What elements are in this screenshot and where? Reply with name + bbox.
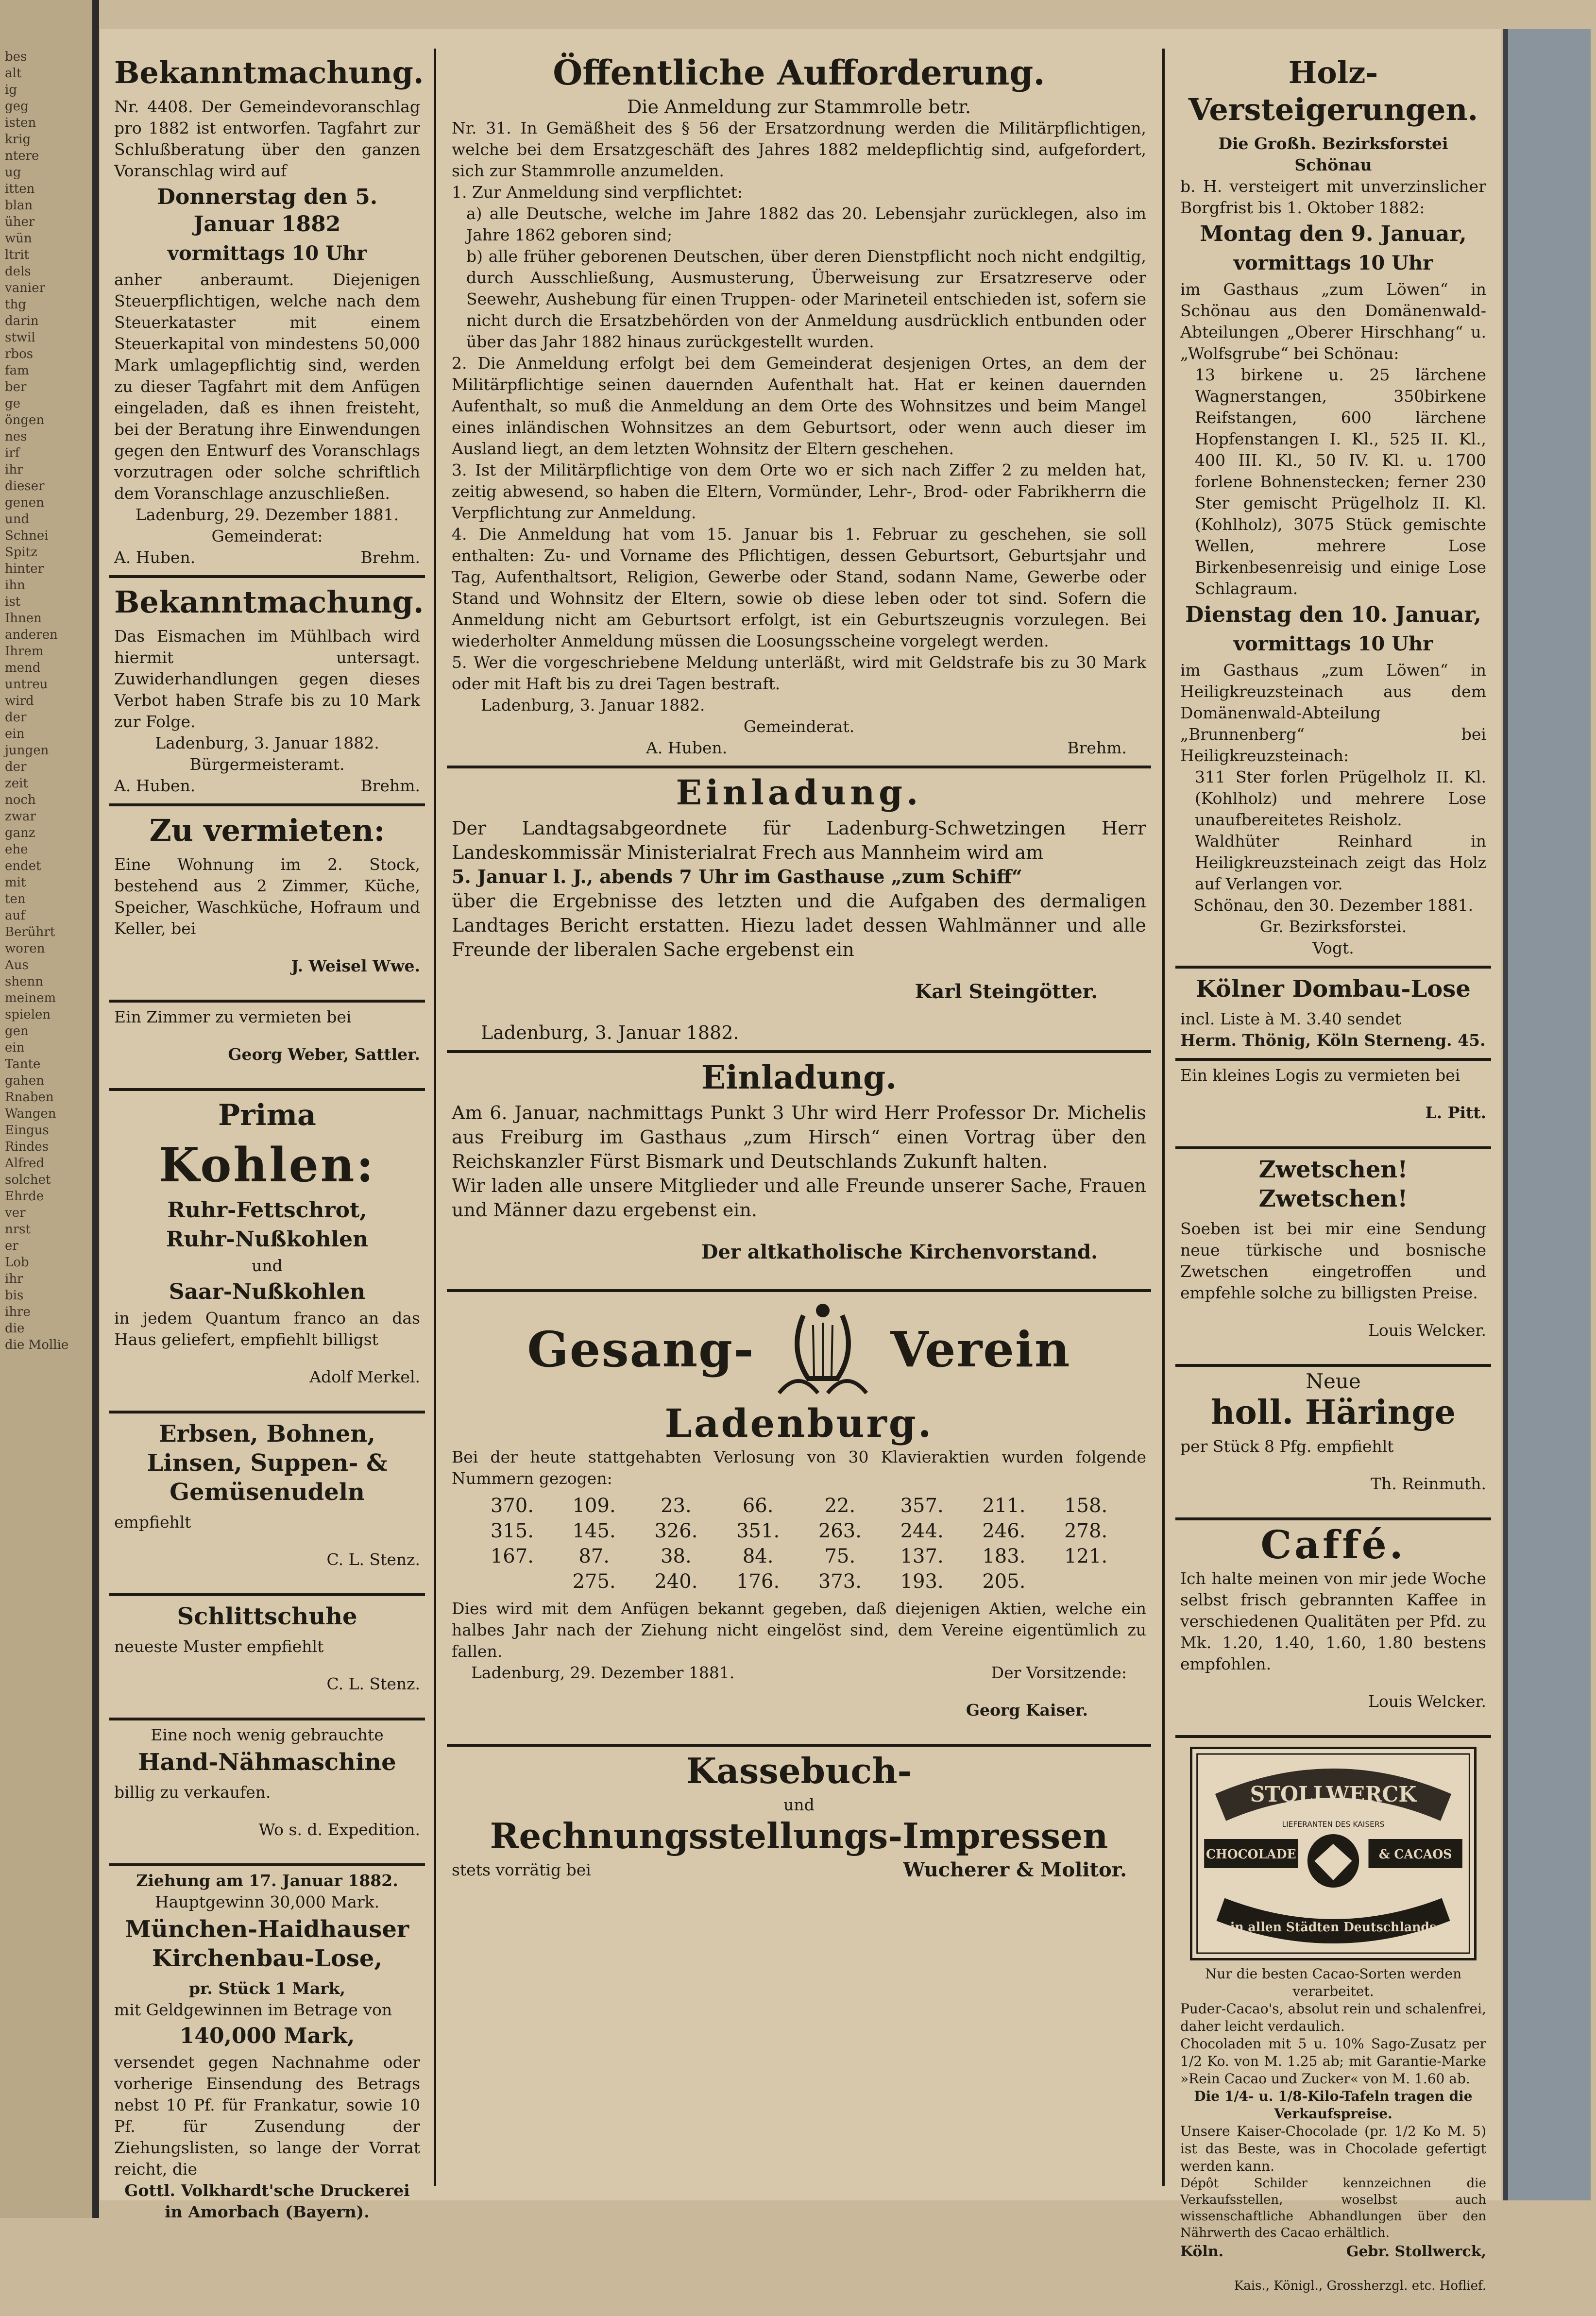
binding-fragment: meinem	[5, 991, 56, 1005]
lottery-number: 193.	[900, 1570, 944, 1593]
signature-right: Brehm.	[360, 548, 420, 567]
ad-text: empfiehlt	[114, 1513, 191, 1532]
notice-org: Bürgermeisteramt.	[189, 755, 345, 774]
notice-title: Bekanntmachung.	[114, 584, 424, 620]
binding-fragment: ehe	[5, 842, 28, 857]
ad-text: mit Geldgewinnen im Betrage von	[114, 2000, 392, 2019]
binding-fragment: zwar	[5, 809, 36, 824]
binding-fragment: öngen	[5, 413, 45, 427]
ad-signature: C. L. Stenz.	[326, 1674, 420, 1693]
book-binding	[0, 0, 99, 2218]
binding-fragment: die	[5, 1321, 25, 1336]
binding-fragment: woren	[5, 941, 45, 956]
ad-title: Zwetschen! Zwetschen!	[1258, 1156, 1408, 1212]
ad-text: Ein Zimmer zu vermieten bei	[114, 1007, 352, 1026]
binding-fragment: endet	[5, 859, 41, 873]
ad-pretext: Eine noch wenig gebrauchte	[151, 1725, 384, 1744]
notice-title: Bekanntmachung.	[114, 55, 424, 90]
ad-title: Erbsen, Bohnen, Linsen, Suppen- & Gemüsenudeln	[147, 1420, 388, 1506]
ad-pulses	[109, 1413, 425, 1596]
ad-text-6: Dépôt Schilder kennzeichnen die Verkaufsstellen, woselbst auch wissenschaftliche Abhandlungen über den Nährwerth des Cacao erhältlich.	[1180, 2176, 1486, 2240]
binding-fragment: ein	[5, 1040, 25, 1055]
lottery-number: 145.	[572, 1520, 616, 1542]
ad-cathedral-lottery	[1175, 969, 1491, 1061]
binding-fragment: darin	[5, 314, 39, 328]
ad-price: pr. Stück 1 Mark,	[188, 1979, 346, 1998]
binding-fragment: Tante	[5, 1057, 41, 1072]
notice-time-1: vormittags 10 Uhr	[1233, 252, 1433, 274]
notice-signatures	[114, 775, 420, 797]
binding-fragment: bis	[5, 1288, 24, 1303]
ad-signature: Herm. Thönig, Köln Sterneng. 45.	[1180, 1031, 1486, 1050]
binding-fragment: dieser	[5, 479, 45, 494]
binding-fragment: irf	[5, 446, 20, 460]
lottery-number: 278.	[1064, 1520, 1108, 1542]
notice-time: vormittags 10 Uhr	[167, 242, 367, 265]
notice-conscription	[447, 49, 1151, 768]
ad-title-2: Rechnungsstellungs-Impressen	[490, 1815, 1108, 1856]
ad-product-2: Ruhr-Nußkohlen	[166, 1227, 369, 1252]
binding-fragment: solchet	[5, 1173, 51, 1187]
lottery-number: 38.	[661, 1545, 692, 1567]
invitation-title: Einladung.	[701, 1058, 897, 1096]
lottery-number: 23.	[661, 1495, 692, 1517]
ad-title: Zu vermieten:	[149, 813, 385, 848]
binding-fragment: ihre	[5, 1305, 31, 1319]
signature-left: A. Huben.	[114, 548, 196, 567]
book-cover-board	[1503, 29, 1591, 2200]
signature-left: A. Huben.	[646, 738, 728, 757]
ad-title-coal: Kohlen:	[159, 1138, 375, 1192]
ad-product-1: Ruhr-Fettschrot,	[167, 1198, 367, 1223]
invitation-text: Der Landtagsabgeordnete für Ladenburg-Schwetzingen Herr Landeskommissär Ministerialrat Frech aus Mannheim wird am	[452, 817, 1146, 863]
binding-fragment: mit	[5, 875, 26, 890]
binding-fragment: ein	[5, 727, 25, 741]
binding-fragment: rbos	[5, 347, 34, 361]
ad-title: München-Haidhauser Kirchenbau-Lose,	[125, 1916, 409, 1972]
binding-fragment: Aus	[5, 958, 29, 972]
signature-right: Brehm.	[360, 776, 420, 795]
binding-fragment: die Mollie	[5, 1338, 69, 1352]
lottery-number: 240.	[654, 1570, 698, 1593]
notice-subtitle: Die Anmeldung zur Stammrolle betr.	[627, 96, 971, 118]
notice-point-4: 4. Die Anmeldung hat vom 15. Januar bis 1. Februar zu geschehen, sie soll enthalten: Zu- und Vorname des Pflichtigen, dessen Geburtsort, Geburtsjahr und Tag, Aufenthaltsort, Religion, Gewerbe oder Stand, sodann Name, Gewerbe oder Stand und Wohnsitz der Eltern, sowie ob diese leben oder tot sind. Sofern die Anmeldung nicht am Geburtsort erfolgt, ist ein Geburtszeugnis vorzulegen. Bei wiederholter Anmeldung müssen die Loosungsscheine vorgelegt werden.	[452, 525, 1146, 650]
invitation-place: Ladenburg, 3. Januar 1882.	[481, 1022, 739, 1043]
binding-fragment: noch	[5, 793, 36, 807]
notice-text-6: Waldhüter Reinhard in Heiligkreuzsteinach zeigt das Holz auf Verlangen vor.	[1195, 832, 1486, 893]
invitation-landtag	[447, 768, 1151, 1053]
invitation-text: Am 6. Januar, nachmittags Punkt 3 Uhr wird Herr Professor Dr. Michelis aus Freiburg im Gasthaus „zum Hirsch“ einen Vortrag über den Reichskanzler Fürst Bismark und Deutschlands Zukunft halten.	[452, 1102, 1146, 1172]
ad-text: stets vorrätig bei	[452, 1860, 591, 1879]
ad-text: neueste Muster empfiehlt	[114, 1637, 324, 1656]
notice-text: b. H. versteigert mit unverzinslicher Borgfrist bis 1. Oktober 1882:	[1180, 177, 1486, 217]
binding-fragment: geg	[5, 99, 29, 114]
ad-stollwerck	[1175, 1738, 1491, 2316]
invitation-signature: Der altkatholische Kirchenvorstand.	[701, 1241, 1098, 1263]
binding-fragment: alt	[5, 66, 22, 81]
ad-lodging	[1175, 1061, 1491, 1149]
notice-place: Ladenburg, 29. Dezember 1881.	[135, 505, 399, 524]
ad-title: Hand-Nähmaschine	[138, 1749, 396, 1776]
ad-text-2: versendet gegen Nachnahme oder vorherige Einsendung des Betrags nebst 10 Pf. für Frankatur, sowie 10 Pf. für Zusendung der Ziehungslisten, so lange der Vorrat reicht, die	[114, 2053, 420, 2179]
notice-text: Nr. 4408. Der Gemeindevoranschlag pro 1882 ist entworfen. Tagfahrt zur Schlußberatung über den ganzen Voranschlag wird auf	[114, 97, 420, 180]
ad-text-1: Nur die besten Cacao-Sorten werden verarbeitet.	[1205, 1966, 1462, 1999]
binding-fragment: jungen	[5, 743, 49, 758]
adjacent-page-fragments	[5, 49, 83, 2186]
binding-fragment: der	[5, 760, 27, 774]
binding-fragment: krig	[5, 132, 31, 147]
notice-signatures	[114, 547, 420, 568]
logo-left: CHOCOLADE	[1206, 1847, 1296, 1862]
notice-text-2: im Gasthaus „zum Löwen“ in Schönau aus den Domänenwald-Abteilungen „Oberer Hirschhang“ u. „Wolfsgrube“ bei Schönau:	[1180, 280, 1486, 363]
binding-fragment: ltrit	[5, 248, 29, 262]
stollwerck-logo-graphic	[1192, 1749, 1474, 1958]
ad-title-prima: Prima	[218, 1098, 316, 1132]
ad-draw-date: Ziehung am 17. Januar 1882.	[136, 1871, 398, 1890]
invitation-text-2: über die Ergebnisse des letzten und die Aufgaben des dermaligen Landtages Bericht erstatten. Hiezu ladet dessen Wahlmänner und alle Freunde der liberalen Sache ergebenst ein	[452, 890, 1146, 960]
notice-subtitle: Die Großh. Bezirksforstei Schönau	[1218, 134, 1448, 174]
newspaper-page	[100, 29, 1501, 2293]
ad-signature: J. Weisel Wwe.	[291, 956, 420, 975]
ad-text: billig zu verkaufen.	[114, 1783, 271, 1802]
invitation-title: Einladung.	[676, 772, 922, 813]
club-text-2: Dies wird mit dem Anfügen bekannt gegeben, daß diejenigen Aktien, welche ein halbes Jahr nach der Ziehung nicht eingelöst sind, dem Vereine eigentümlich zu fallen.	[452, 1599, 1146, 1661]
ad-title: holl. Häringe	[1210, 1393, 1456, 1432]
notice-text-3: 13 birkene u. 25 lärchene Wagnerstangen, 350birkene Reifstangen, 600 lärchene Hopfenstangen I. Kl., 525 II. Kl., 400 III. Kl., 50 IV. Kl. u. 1700 forlene Bohnenstecken; ferner 230 Ster gemischt Prügelholz II. Kl. (Kohlholz), 3075 Stück gemischte Wellen, mehrere Lose Birkenbesenreisig und einige Lose Schlagraum.	[1195, 365, 1486, 598]
notice-point-5: 5. Wer die vorgeschriebene Meldung unterläßt, wird mit Geldstrafe bis zu 30 Mark oder mit Haft bis zu drei Tagen bestraft.	[452, 653, 1146, 693]
lottery-number: 66.	[742, 1495, 774, 1517]
club-text: Bei der heute stattgehabten Verlosung von 30 Klavieraktien wurden folgende Nummern gezogen:	[452, 1448, 1146, 1488]
binding-fragment: itten	[5, 182, 35, 196]
ad-signature: Gebr. Stollwerck,	[1346, 2243, 1486, 2260]
ad-text-3: Chocoladen mit 5 u. 10% Sago-Zusatz per 1/2 Ko. von M. 1.25 ab; mit Garantie-Marke »Rein Cacao und Zucker« von M. 1.60 ab.	[1180, 2036, 1486, 2087]
ad-signature-row	[1180, 2241, 1486, 2263]
ad-text-5: Unsere Kaiser-Chocolade (pr. 1/2 Ko M. 5) ist das Beste, was in Chocolade gefertigt werden kann.	[1180, 2123, 1486, 2174]
logo-name: STOLLWERCK	[1250, 1782, 1417, 1807]
binding-fragment: er	[5, 1239, 18, 1253]
club-title-right: Verein	[890, 1321, 1071, 1378]
binding-fragment: isten	[5, 116, 36, 130]
ad-amount: 140,000 Mark,	[179, 2024, 355, 2048]
ad-signature: Adolf Merkel.	[309, 1367, 420, 1386]
binding-fragment: blan	[5, 198, 33, 213]
binding-fragment: ihr	[5, 462, 23, 477]
lottery-number: 137.	[900, 1545, 944, 1567]
lottery-number: 211.	[982, 1495, 1026, 1517]
lottery-number: 326.	[654, 1520, 698, 1542]
binding-fragment: nes	[5, 429, 27, 444]
lottery-number: 109.	[572, 1495, 616, 1517]
binding-fragment: gahen	[5, 1073, 45, 1088]
ad-sewing-machine	[109, 1720, 425, 1866]
invitation-signature: Karl Steingötter.	[915, 980, 1098, 1003]
ad-skates	[109, 1596, 425, 1720]
ad-signature: Gottl. Volkhardt'sche Druckerei	[124, 2181, 410, 2200]
lottery-number: 84.	[742, 1545, 774, 1567]
lottery-number: 121.	[1064, 1545, 1108, 1567]
notice-point-1b: b) alle früher geborenen Deutschen, über deren Dienstpflicht noch nicht endgiltig, durch Ausschließung, Ausmusterung, Überweisung zur Ersatzreserve oder Seewehr, Aushebung für einen Truppen- oder Marineteil entschieden ist, sofern sie nicht durch die Ersatzbehörden von der Anmeldung ausdrücklich entbunden oder über das Jahr 1882 hinaus zurückgestellt wurden.	[466, 247, 1146, 351]
ad-signature: Georg Weber, Sattler.	[228, 1045, 420, 1064]
lottery-numbers	[471, 1493, 1127, 1594]
binding-fragment: Berührt	[5, 925, 55, 939]
binding-fragment: üher	[5, 215, 35, 229]
binding-fragment: zeit	[5, 776, 28, 791]
lottery-number: 263.	[818, 1520, 862, 1542]
binding-fragment: dels	[5, 264, 31, 279]
club-town: Ladenburg.	[664, 1400, 934, 1446]
ad-text: Eine Wohnung im 2. Stock, bestehend aus 2 Zimmer, Küche, Speicher, Waschküche, Hofraum und Keller, bei	[114, 855, 420, 938]
ad-plums	[1175, 1149, 1491, 1367]
binding-fragment: Lob	[5, 1255, 29, 1270]
notice-title: Holz-Versteigerungen.	[1188, 55, 1478, 127]
club-header	[452, 1296, 1146, 1403]
ad-pretext: Neue	[1306, 1369, 1361, 1393]
notice-date-1: Montag den 9. Januar,	[1200, 221, 1467, 246]
invitation-highlight: 5. Januar l. J., abends 7 Uhr im Gasthause „zum Schiff“	[452, 866, 1022, 887]
notice-org: Gemeinderat.	[743, 717, 855, 736]
lottery-number: 75.	[824, 1545, 856, 1567]
notice-text-4: im Gasthaus „zum Löwen“ in Heiligkreuzsteinach aus dem Domänenwald-Abteilung „Brunnenberg“ bei Heiligkreuzsteinach:	[1180, 661, 1486, 765]
binding-fragment: anderen	[5, 628, 58, 642]
ad-title: Schlittschuhe	[177, 1603, 357, 1630]
club-title-left: Gesang-	[527, 1321, 755, 1378]
ad-signature: Th. Reinmuth.	[1371, 1474, 1486, 1493]
column-right	[1175, 49, 1491, 2293]
club-role: Der Vorsitzende:	[991, 1663, 1127, 1682]
lottery-number	[1045, 1569, 1127, 1594]
ad-title: Kölner Dombau-Lose	[1196, 975, 1471, 1003]
invitation-lecture	[447, 1053, 1151, 1292]
ad-printing	[447, 1747, 1151, 1888]
binding-fragment: Eingus	[5, 1123, 49, 1138]
ad-conjunction: und	[783, 1795, 815, 1814]
notice-signatures	[452, 737, 1146, 759]
notice-point-3: 3. Ist der Militärpflichtige von dem Orte wo er sich nach Ziffer 2 zu melden hat, zeitig abwesend, so haben die Eltern, Vormünder, Lehr-, Brod- oder Fabrikherrn die Verpflichtung zur Anmeldung.	[452, 460, 1146, 522]
lottery-number: 246.	[982, 1520, 1026, 1542]
ad-text: per Stück 8 Pfg. empfiehlt	[1180, 1437, 1394, 1456]
ad-main-prize: Hauptgewinn 30,000 Mark.	[154, 1892, 380, 1911]
binding-fragment: gen	[5, 1024, 29, 1039]
ad-text: Soeben ist bei mir eine Sendung neue türkische und bosnische Zwetschen eingetroffen und empfehle solche zu billigsten Preise.	[1180, 1219, 1486, 1302]
invitation-text-2: Wir laden alle unsere Mitglieder und alle Freunde unserer Sache, Frauen und Männer dazu ergebenst ein.	[452, 1175, 1146, 1221]
ad-text-4: Die 1/4- u. 1/8-Kilo-Tafeln tragen die Verkaufspreise.	[1194, 2088, 1473, 2122]
ad-singing-club	[447, 1292, 1151, 1747]
lottery-number: 22.	[824, 1495, 856, 1517]
notice-org: Gr. Bezirksforstei.	[1259, 917, 1407, 936]
ad-signature: Wucherer & Molitor.	[903, 1858, 1127, 1881]
ad-text: incl. Liste à M. 3.40 sendet	[1180, 1009, 1402, 1028]
binding-fragment: stwil	[5, 330, 35, 345]
ad-text-2: Puder-Cacao's, absolut rein und schalenfrei, daher leicht verdaulich.	[1180, 2001, 1486, 2034]
binding-fragment: ganz	[5, 826, 35, 840]
ad-lottery	[109, 1866, 425, 2230]
notice-ice	[109, 578, 425, 806]
column-rule-1	[434, 49, 436, 2186]
stollwerck-logo	[1190, 1747, 1477, 1960]
notice-point-1a: a) alle Deutsche, welche im Jahre 1882 das 20. Lebensjahr zurücklegen, also im Jahre 1862 geboren sind;	[466, 204, 1146, 244]
binding-fragment: hinter	[5, 562, 44, 576]
ad-title: Caffé.	[1260, 1522, 1406, 1567]
ad-signature: C. L. Stenz.	[326, 1550, 420, 1569]
ad-apartment	[109, 806, 425, 1003]
logo-top: LIEFERANTEN DES KAISERS	[1282, 1819, 1385, 1829]
binding-fragment: Ehrde	[5, 1189, 44, 1204]
notice-date: Donnerstag den 5. Januar 1882	[156, 185, 378, 237]
binding-fragment: und	[5, 512, 30, 527]
column-middle	[447, 49, 1151, 2186]
signature-left: A. Huben.	[114, 776, 196, 795]
notice-place: Schönau, den 30. Dezember 1881.	[1193, 896, 1474, 915]
ad-text: in jedem Quantum franco an das Haus geliefert, empfiehlt billigst	[114, 1309, 420, 1349]
lottery-number: 357.	[900, 1495, 944, 1517]
ad-signature-row	[452, 1859, 1146, 1881]
ad-signature: Louis Welcker.	[1368, 1692, 1486, 1711]
notice-text-2: anher anberaumt. Diejenigen Steuerpflichtigen, welche nach dem Steuerkataster mit einem Steuerkapital von mindestens 50,000 Mark umlagepflichtig sind, werden zu dieser Tagfahrt mit dem Anfügen eingeladen, daß es ihnen freisteht, bei der Beratung ihre Einwendungen gegen den Entwurf des Voranschlags vorzutragen oder solche schriftlich dem Voranschlage anzuschließen.	[114, 270, 420, 503]
binding-fragment: ten	[5, 892, 26, 906]
binding-fragment: wün	[5, 231, 32, 246]
lottery-number: 351.	[736, 1520, 780, 1542]
lyre-icon	[769, 1296, 876, 1403]
notice-time-2: vormittags 10 Uhr	[1233, 632, 1433, 655]
notice-date-2: Dienstag den 10. Januar,	[1185, 602, 1481, 627]
binding-fragment: Spitz	[5, 545, 37, 560]
notice-point-2: 2. Die Anmeldung erfolgt bei dem Gemeinderat desjenigen Ortes, an dem der Militärpflichtige seinen dauernden Aufenthalt hat. Hat er keinen dauernden Aufenthalt, so muß die Anmeldung an dem Orte des Wohnsitzes und beim Mangel eines inländischen Wohnsitzes an dem Geburtsort, oder wenn auch dieser im Ausland liegt, an dem letzten Wohnsitz der Eltern geschehen.	[452, 354, 1146, 458]
ad-title: Kassebuch-	[686, 1750, 912, 1791]
notice-place: Ladenburg, 3. Januar 1882.	[481, 696, 705, 715]
binding-fragment: fam	[5, 363, 29, 378]
lottery-number	[471, 1569, 553, 1594]
ad-signature: Louis Welcker.	[1368, 1321, 1486, 1340]
logo-right: & CACAOS	[1378, 1847, 1452, 1862]
lottery-number: 244.	[900, 1520, 944, 1542]
binding-fragment: Ihrem	[5, 644, 44, 659]
lottery-number: 176.	[736, 1570, 780, 1593]
binding-fragment: ihn	[5, 578, 25, 593]
binding-fragment: thg	[5, 297, 26, 312]
notice-point-1: 1. Zur Anmeldung sind verpflichtet:	[452, 183, 743, 202]
binding-fragment: Wangen	[5, 1107, 56, 1121]
ad-coffee	[1175, 1520, 1491, 1738]
binding-fragment: Rindes	[5, 1140, 49, 1154]
lottery-number: 315.	[490, 1520, 534, 1542]
lottery-number: 373.	[818, 1570, 862, 1593]
binding-fragment: ber	[5, 380, 27, 394]
binding-fragment: Alfred	[5, 1156, 45, 1171]
ad-text: Ich halte meinen von mir jede Woche selbst frisch gebrannten Kaffee in verschiedenen Qualitäten per Pfd. zu Mk. 1.20, 1.40, 1.60, 1.80 bestens empfohlen.	[1180, 1569, 1486, 1673]
binding-fragment: Ihnen	[5, 611, 42, 626]
ad-signature: Wo s. d. Expedition.	[258, 1820, 420, 1839]
ad-coal	[109, 1091, 425, 1413]
binding-fragment: nrst	[5, 1222, 31, 1237]
notice-place: Ladenburg, 3. Januar 1882.	[155, 733, 379, 752]
lottery-number: 167.	[490, 1545, 534, 1567]
lottery-number: 87.	[578, 1545, 610, 1567]
binding-fragment: ver	[5, 1206, 26, 1220]
club-signature: Georg Kaiser.	[966, 1701, 1088, 1720]
ad-herring	[1175, 1367, 1491, 1520]
notice-wood-auction	[1175, 49, 1491, 969]
column-rule-2	[1162, 49, 1165, 2186]
binding-fragment: ihr	[5, 1272, 23, 1286]
binding-fragment: ntere	[5, 149, 39, 163]
binding-fragment: mend	[5, 661, 41, 675]
notice-text-5: 311 Ster forlen Prügelholz II. Kl. (Kohlholz) und mehrere Lose unaufbereitetes Reisholz.	[1195, 767, 1486, 829]
ad-signature: L. Pitt.	[1425, 1103, 1486, 1122]
binding-fragment: der	[5, 710, 27, 725]
ad-text: Ein kleines Logis zu vermieten bei	[1180, 1066, 1460, 1085]
column-left	[109, 49, 425, 2221]
logo-bottom: in allen Städten Deutschlands	[1230, 1920, 1437, 1935]
club-place: Ladenburg, 29. Dezember 1881.	[471, 1663, 735, 1682]
ad-signature-2: in Amorbach (Bayern).	[165, 2202, 370, 2221]
binding-fragment: vanier	[5, 281, 46, 295]
lottery-number: 275.	[572, 1570, 616, 1593]
binding-fragment: genen	[5, 495, 44, 510]
binding-fragment: ist	[5, 595, 21, 609]
ad-conjunction: und	[252, 1256, 283, 1275]
lottery-number: 158.	[1064, 1495, 1108, 1517]
binding-fragment: auf	[5, 908, 25, 923]
notice-title: Öffentliche Aufforderung.	[553, 52, 1045, 93]
binding-fragment: ge	[5, 396, 21, 411]
ad-city: Köln.	[1180, 2243, 1224, 2260]
notice-signature: Vogt.	[1312, 938, 1354, 957]
binding-fragment: wird	[5, 694, 34, 708]
notice-org: Gemeinderat:	[211, 527, 323, 545]
ad-signature-2: Kais., Königl., Grossherzgl. etc. Hoflief.	[1234, 2279, 1486, 2293]
binding-fragment: shenn	[5, 974, 43, 989]
binding-fragment: ig	[5, 83, 17, 97]
binding-fragment: Schnei	[5, 528, 49, 543]
notice-text: Das Eismachen im Mühlbach wird hiermit untersagt. Zuwiderhandlungen gegen dieses Verbot haben Strafe bis zu 10 Mark zur Folge.	[114, 627, 420, 731]
notice-budget	[109, 49, 425, 578]
ad-room	[109, 1003, 425, 1091]
club-signature-row	[452, 1662, 1146, 1684]
binding-fragment: bes	[5, 50, 27, 64]
signature-right: Brehm.	[1067, 738, 1127, 757]
lottery-number: 370.	[490, 1495, 534, 1517]
binding-fragment: spielen	[5, 1007, 51, 1022]
lottery-number: 183.	[982, 1545, 1026, 1567]
binding-fragment: Rnaben	[5, 1090, 54, 1105]
lottery-number: 205.	[982, 1570, 1026, 1593]
binding-fragment: ug	[5, 165, 21, 180]
ad-product-3: Saar-Nußkohlen	[169, 1279, 366, 1304]
binding-fragment: untreu	[5, 677, 48, 692]
notice-intro: Nr. 31. In Gemäßheit des § 56 der Ersatzordnung werden die Militärpflichtigen, welche bei dem Ersatzgeschäft des Jahres 1882 meldepflichtig sind, aufgefordert, sich zur Stammrolle anzumelden.	[452, 119, 1146, 180]
